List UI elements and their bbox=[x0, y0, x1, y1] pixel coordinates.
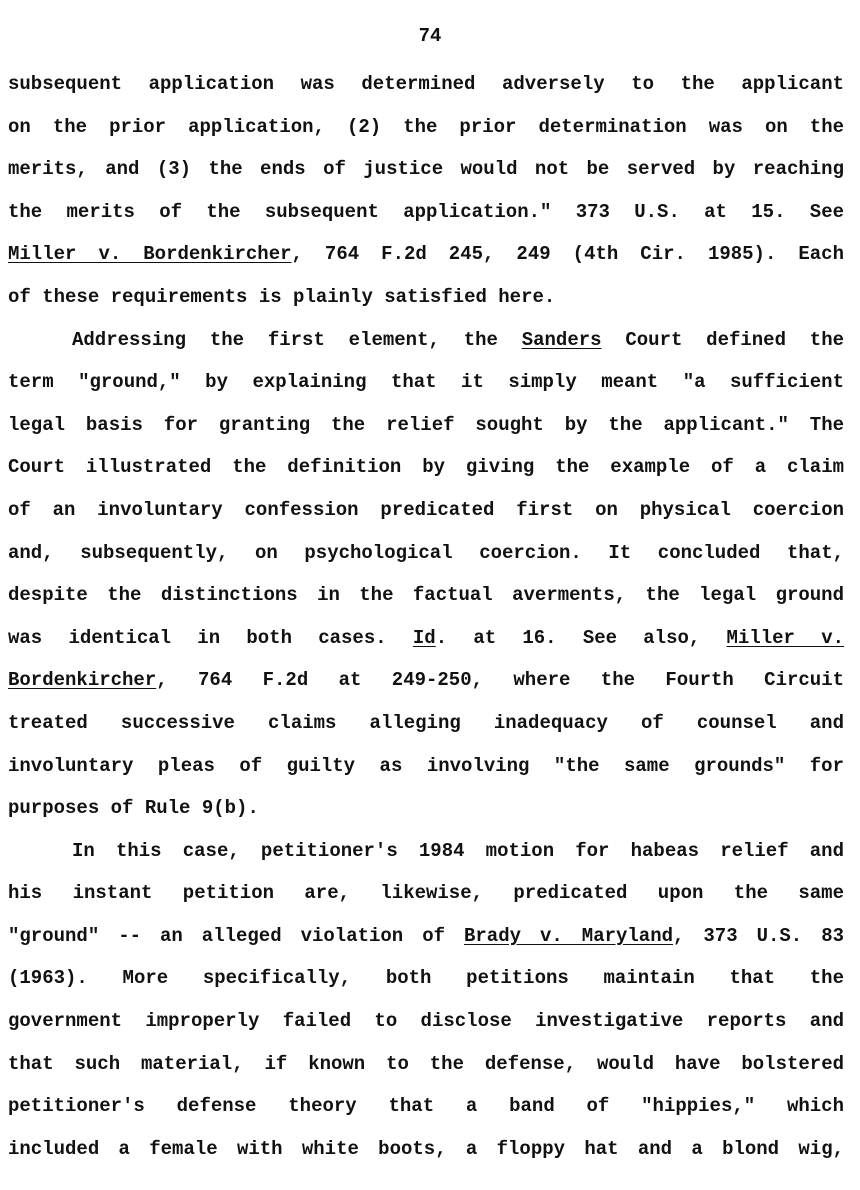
text-line: of these requirements is plainly satisfied here. bbox=[8, 285, 556, 308]
text-line: government improperly failed to disclose investigative reports and bbox=[8, 1010, 844, 1033]
text-line: legal basis for granting the relief sought by the applicant." The bbox=[8, 413, 844, 436]
text-line: petitioner's defense theory that a band of "hippies," which bbox=[8, 1095, 844, 1118]
text-line: the merits of the subsequent application." 373 U.S. at 15. See bbox=[8, 200, 844, 223]
case-citation: Brady v. Maryland bbox=[464, 924, 674, 947]
case-citation: Bordenkircher bbox=[8, 669, 157, 692]
text-line: "ground" -- an alleged violation of Brady v. Maryland, 373 U.S. 83 bbox=[8, 924, 844, 947]
text-line: Court illustrated the definition by giving the example of a claim bbox=[8, 456, 844, 479]
case-citation: Id bbox=[412, 626, 436, 649]
text-line: involuntary pleas of guilty as involving "the same grounds" for bbox=[8, 754, 844, 777]
text-line: merits, and (3) the ends of justice would not be served by reaching bbox=[8, 158, 844, 181]
text-line: was identical in both cases. Id. at 16. See also, Miller v. bbox=[8, 626, 845, 649]
text-line: and, subsequently, on psychological coercion. It concluded that, bbox=[8, 541, 844, 564]
text-line: his instant petition are, likewise, predicated upon the same bbox=[8, 882, 844, 905]
text-line: purposes of Rule 9(b). bbox=[8, 797, 259, 820]
text-line: (1963). More specifically, both petitions maintain that the bbox=[8, 967, 844, 990]
text-line: Miller v. Bordenkircher, 764 F.2d 245, 249 (4th Cir. 1985). Each bbox=[8, 243, 844, 266]
text-line: included a female with white boots, a floppy hat and a blond wig, bbox=[8, 1137, 844, 1160]
text-line: term "ground," by explaining that it simply meant "a sufficient bbox=[8, 371, 844, 394]
text-line: treated successive claims alleging inadequacy of counsel and bbox=[8, 711, 844, 734]
case-citation: Miller v. bbox=[726, 626, 845, 649]
text-line: on the prior application, (2) the prior determination was on the bbox=[8, 115, 844, 138]
text-line: In this case, petitioner's 1984 motion for habeas relief and bbox=[72, 839, 844, 862]
text-line: that such material, if known to the defense, would have bolstered bbox=[8, 1052, 844, 1075]
text-line: Addressing the first element, the Sanders Court defined the bbox=[72, 328, 845, 351]
text-line: Bordenkircher, 764 F.2d at 249-250, where the Fourth Circuit bbox=[8, 669, 844, 692]
text-line: subsequent application was determined adversely to the applicant bbox=[8, 73, 844, 95]
case-citation: Miller v. Bordenkircher bbox=[8, 243, 292, 266]
text-line: despite the distinctions in the factual averments, the legal ground bbox=[8, 584, 844, 607]
case-citation: Sanders bbox=[521, 328, 602, 351]
page-number: 74 bbox=[418, 25, 442, 47]
body-text bbox=[8, 63, 844, 1170]
text-line: of an involuntary confession predicated first on physical coercion bbox=[8, 498, 844, 521]
